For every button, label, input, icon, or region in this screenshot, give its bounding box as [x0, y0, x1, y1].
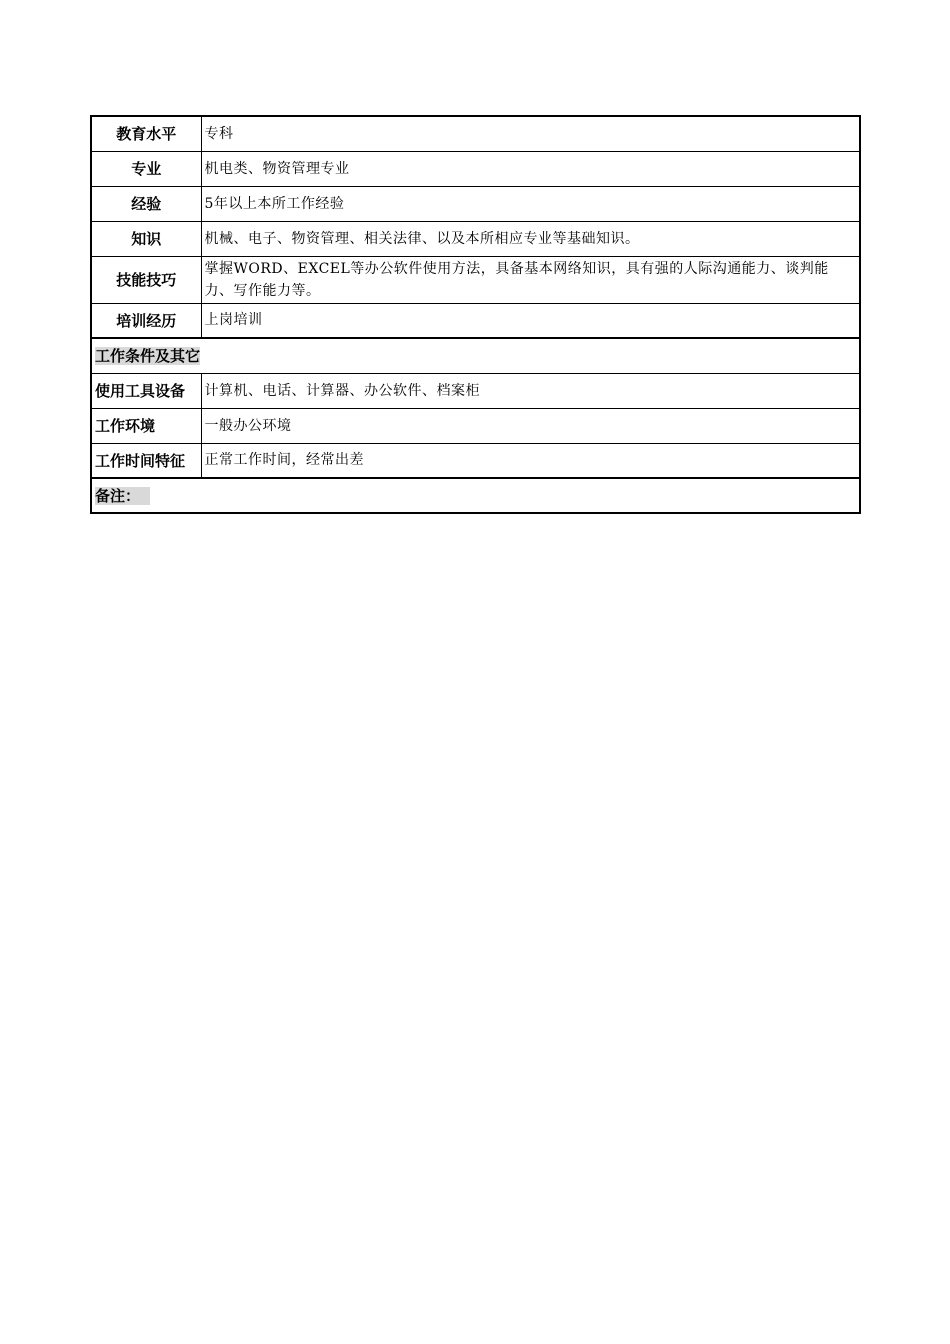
- work-conditions-section: [91, 338, 860, 373]
- knowledge-label: 知识: [91, 221, 201, 256]
- education-value: 专科: [201, 116, 860, 151]
- tools-value: 计算机、电话、计算器、办公软件、档案柜: [201, 373, 860, 408]
- work-time-label: 工作时间特征: [91, 443, 201, 478]
- skills-label: 技能技巧: [91, 256, 201, 303]
- experience-label: 经验: [91, 186, 201, 221]
- row-training: [91, 303, 860, 338]
- row-knowledge: [91, 221, 860, 256]
- row-experience: [91, 186, 860, 221]
- major-value: 机电类、物资管理专业: [201, 151, 860, 186]
- training-label: 培训经历: [91, 303, 201, 338]
- row-education: [91, 116, 860, 151]
- row-tools: [91, 373, 860, 408]
- work-time-value: 正常工作时间，经常出差: [201, 443, 860, 478]
- work-conditions-title: 工作条件及其它: [95, 347, 201, 366]
- remarks-cell: [91, 478, 860, 513]
- major-label: 专业: [91, 151, 201, 186]
- experience-value: 5年以上本所工作经验: [201, 186, 860, 221]
- row-work-time: [91, 443, 860, 478]
- remarks-highlight-tail: [140, 487, 150, 505]
- education-label: 教育水平: [91, 116, 201, 151]
- row-environment: [91, 408, 860, 443]
- knowledge-value: 机械、电子、物资管理、相关法律、以及本所相应专业等基础知识。: [201, 221, 860, 256]
- tools-label: 使用工具设备: [91, 373, 201, 408]
- row-skills: [91, 256, 860, 303]
- job-spec-table: [90, 115, 861, 514]
- row-work-conditions-header: [91, 338, 860, 373]
- row-major: [91, 151, 860, 186]
- row-remarks: [91, 478, 860, 513]
- remarks-label: 备注：: [95, 487, 141, 505]
- environment-value: 一般办公环境: [201, 408, 860, 443]
- skills-value: 掌握WORD、EXCEL等办公软件使用方法，具备基本网络知识，具有强的人际沟通能力、谈判能力、写作能力等。: [201, 256, 860, 303]
- training-value: 上岗培训: [201, 303, 860, 338]
- environment-label: 工作环境: [91, 408, 201, 443]
